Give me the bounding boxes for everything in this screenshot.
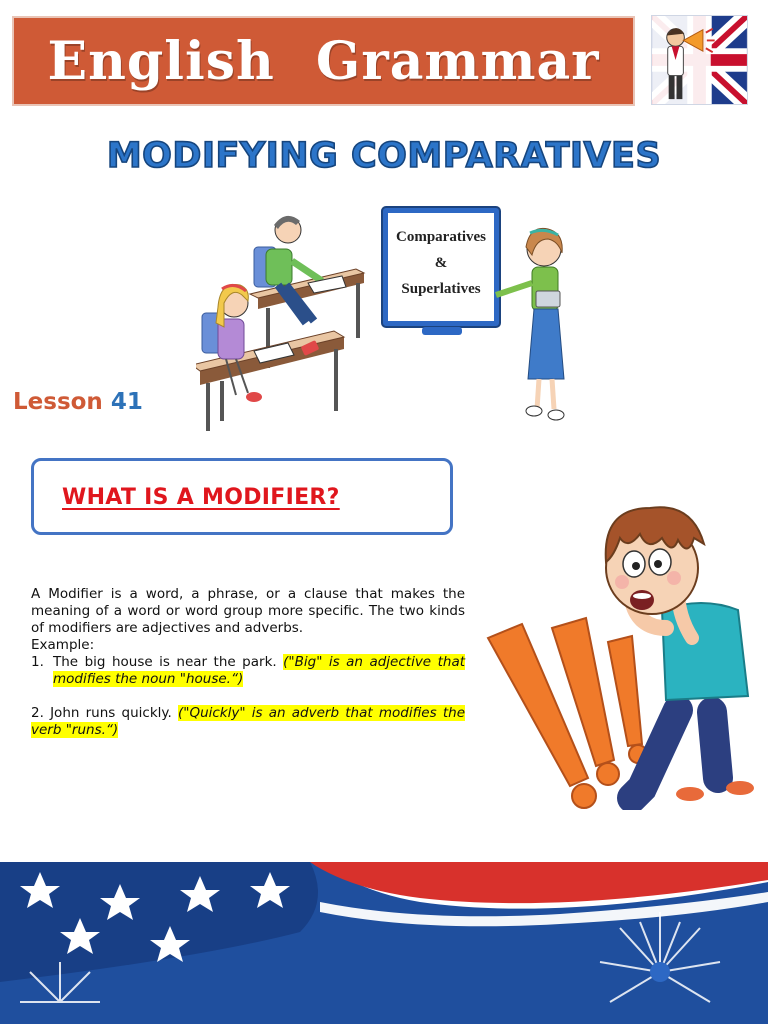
lesson-word: Lesson: [13, 389, 103, 415]
exclamation-marks-icon: [488, 618, 647, 808]
uk-flag-megaphone-icon: [651, 15, 748, 105]
modifier-heading: WHAT IS A MODIFIER?: [62, 485, 340, 510]
board-line-3: Superlatives: [401, 281, 481, 297]
body-text: [31, 586, 465, 739]
classroom-illustration: [196, 203, 586, 433]
header-banner: [12, 16, 635, 106]
example-2-note: ("Quickly" is an adverb that modifies the verb "runs.“): [31, 705, 466, 738]
surprised-boy-illustration: [482, 478, 758, 810]
banner-title: English Grammar: [47, 30, 600, 92]
definition-paragraph: A Modifier is a word, a phrase, or a clause that makes the meaning of a word or word group more specific. The two kinds of modifiers are adjectives and adverbs.: [31, 586, 465, 636]
board-line-2: &: [434, 255, 448, 271]
example-1-text: The big house is near the park.: [53, 654, 284, 670]
example-2: [31, 705, 465, 739]
us-flag-fireworks-banner: [0, 862, 768, 1024]
example-1-note: ("Big" is an adjective that modifies the noun "house.“): [53, 654, 466, 687]
lesson-label: [13, 389, 143, 415]
page-title: MODIFYING COMPARATIVES: [106, 136, 662, 176]
modifier-heading-box: [31, 458, 453, 535]
lesson-number: 41: [110, 389, 143, 415]
example-1: [31, 654, 465, 688]
example-label: Example:: [31, 637, 95, 653]
example-2-text: 2. John runs quickly.: [31, 705, 178, 721]
board-line-1: Comparatives: [396, 229, 486, 245]
example-1-number: 1.: [31, 654, 44, 670]
